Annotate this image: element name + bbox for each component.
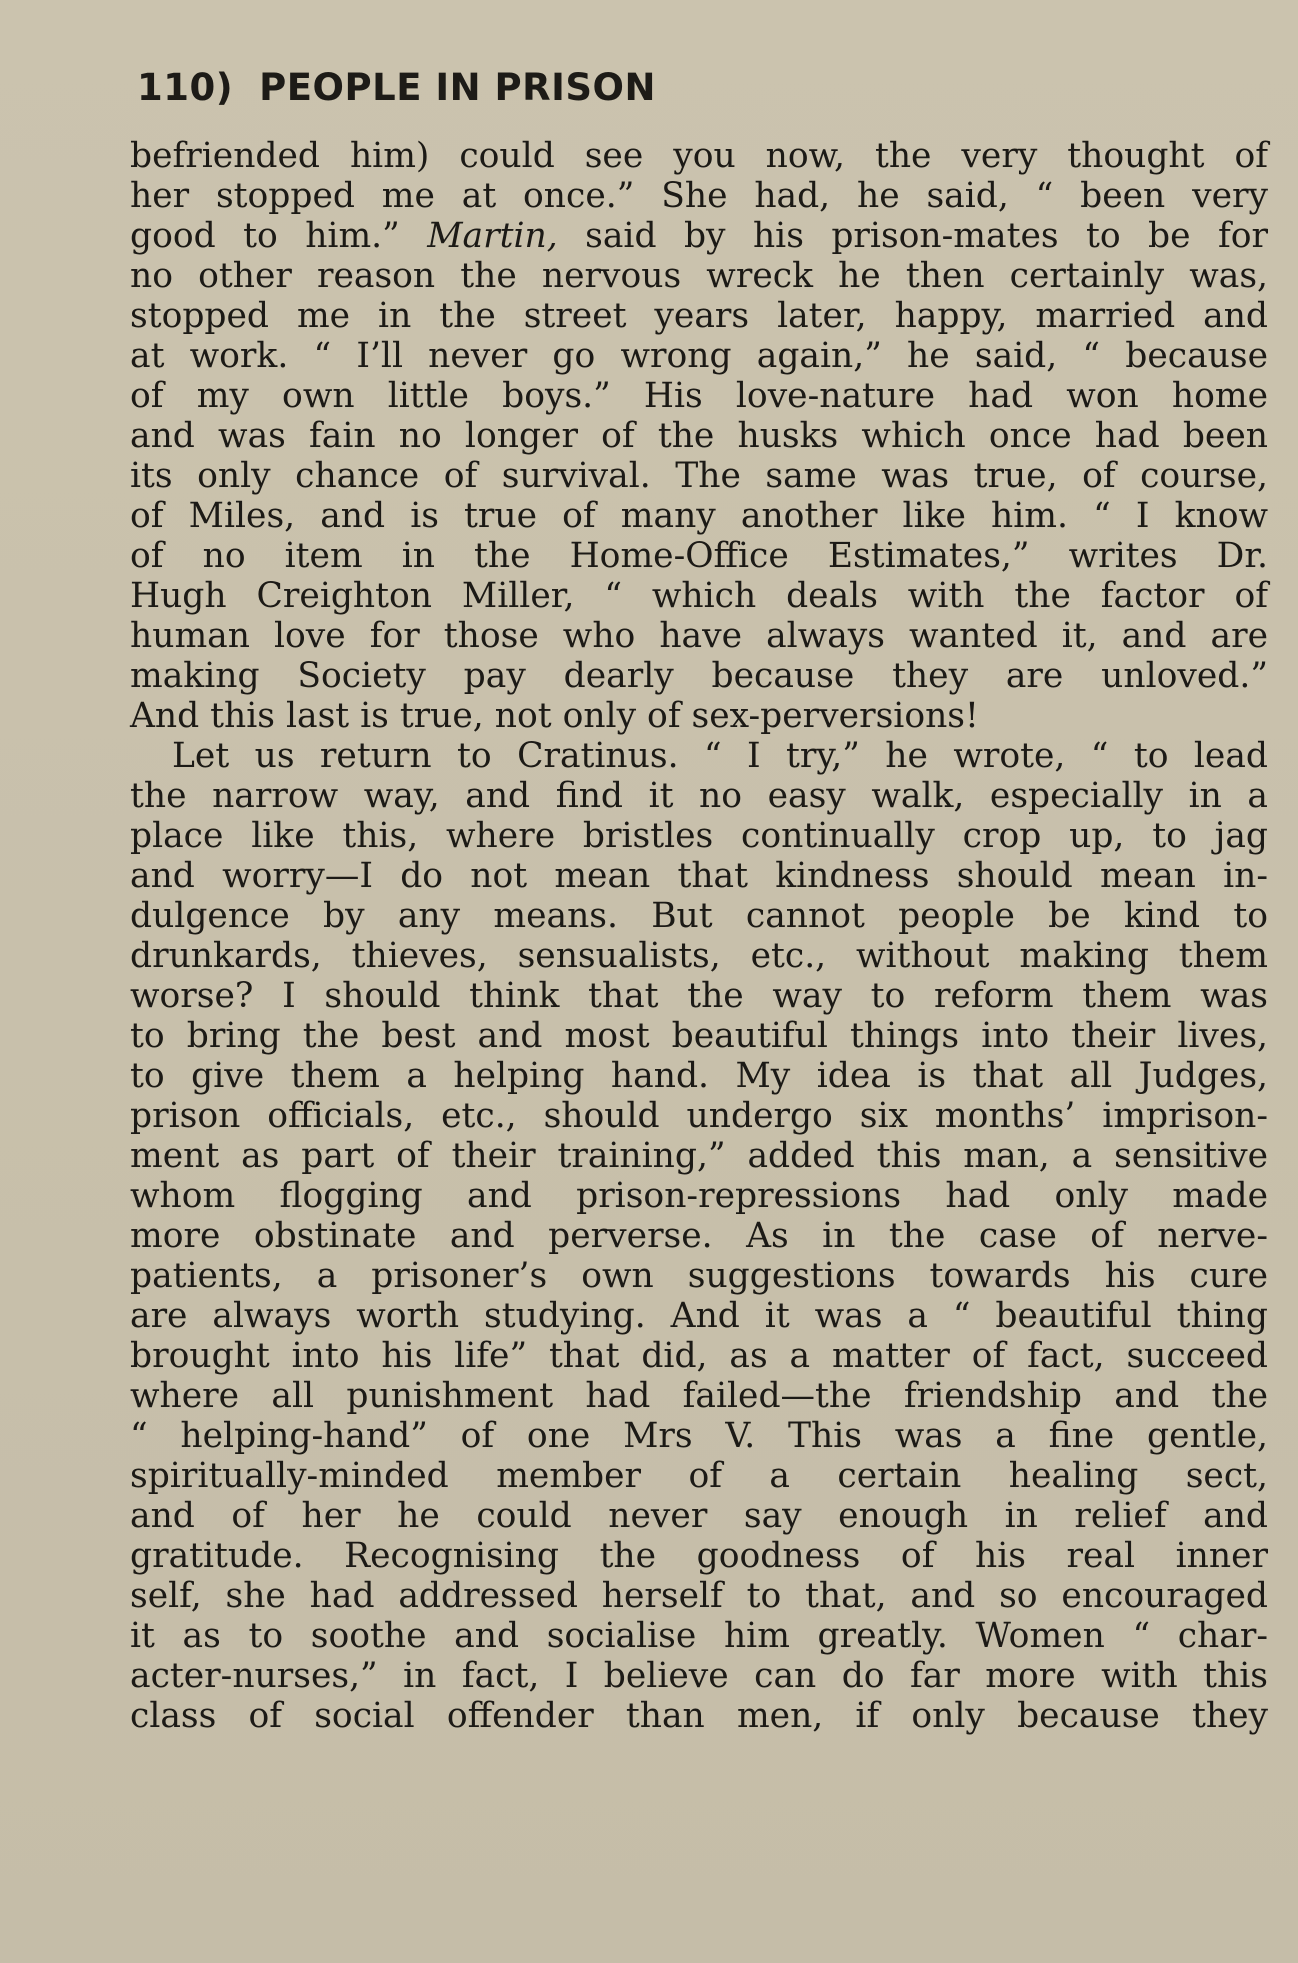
text-line: befriended him) could see you now, the very thought of (130, 136, 1268, 176)
text-line: class of social offender than men, if only because they (130, 1696, 1268, 1736)
text-line: making Society pay dearly because they are unloved.” (130, 656, 1268, 696)
text-line: patients, a prisoner’s own suggestions towards his cure (130, 1256, 1268, 1296)
text-line: Hugh Creighton Miller, “ which deals with the factor of (130, 576, 1268, 616)
text-line: place like this, where bristles continually crop up, to jag (130, 816, 1268, 856)
text-line: And this last is true, not only of sex-perversions! (130, 696, 979, 736)
text-line: prison officials, etc., should undergo six months’ imprison- (130, 1096, 1268, 1136)
italic-name: Martin, (427, 216, 558, 256)
text-line: the narrow way, and find it no easy walk, especially in a (130, 776, 1268, 816)
text-line: to give them a helping hand. My idea is that all Judges, (130, 1056, 1268, 1096)
text-line: her stopped me at once.” She had, he said, “ been very (130, 176, 1268, 216)
text-line: worse? I should think that the way to reform them was (130, 976, 1268, 1016)
text-line: and of her he could never say enough in relief and (130, 1496, 1268, 1536)
text-line: and worry—I do not mean that kindness should mean in- (130, 856, 1268, 896)
text-line: brought into his life” that did, as a matter of fact, succeed (130, 1336, 1268, 1376)
text-line: whom flogging and prison-repressions had only made (130, 1176, 1268, 1216)
text-line: of no item in the Home-Office Estimates,” writes Dr. (130, 536, 1268, 576)
text-line: of Miles, and is true of many another like him. “ I know (130, 496, 1268, 536)
text-line: drunkards, thieves, sensualists, etc., without making them (130, 936, 1268, 976)
text-line: it as to soothe and socialise him greatly. Women “ char- (130, 1616, 1268, 1656)
text-line: at work. “ I’ll never go wrong again,” he said, “ because (130, 336, 1268, 376)
text-line: and was fain no longer of the husks which once had been (130, 416, 1268, 456)
text-line: ment as part of their training,” added this man, a sensitive (130, 1136, 1268, 1176)
text-line: to bring the best and most beautiful things into their lives, (130, 1016, 1268, 1056)
text-line: more obstinate and perverse. As in the case of nerve- (130, 1216, 1268, 1256)
text-line (130, 216, 1268, 256)
text-line: human love for those who have always wanted it, and are (130, 616, 1268, 656)
text-line: stopped me in the street years later, happy, married and (130, 296, 1268, 336)
text-line: acter-nurses,” in fact, I believe can do far more with this (130, 1656, 1268, 1696)
text-fragment: said by his prison-mates to be for (585, 216, 1269, 256)
text-line: of my own little boys.” His love-nature had won home (130, 376, 1268, 416)
text-line: Let us return to Cratinus. “ I try,” he wrote, “ to lead (172, 736, 1268, 776)
text-line: where all punishment had failed—the friendship and the (130, 1376, 1268, 1416)
page-number: 110) (137, 66, 234, 109)
text-line: “ helping-hand” of one Mrs V. This was a fine gentle, (130, 1416, 1268, 1456)
text-line: gratitude. Recognising the goodness of his real inner (130, 1536, 1268, 1576)
text-line: spiritually-minded member of a certain healing sect, (130, 1456, 1268, 1496)
body-text (130, 136, 1268, 1736)
text-line: self, she had addressed herself to that, and so encouraged (130, 1576, 1268, 1616)
text-line: are always worth studying. And it was a “ beautiful thing (130, 1296, 1268, 1336)
running-head (137, 66, 656, 109)
text-line: dulgence by any means. But cannot people be kind to (130, 896, 1268, 936)
running-title: PEOPLE IN PRISON (259, 66, 656, 109)
text-fragment: good to him.” (130, 216, 400, 256)
text-line: its only chance of survival. The same was true, of course, (130, 456, 1268, 496)
text-line: no other reason the nervous wreck he then certainly was, (130, 256, 1268, 296)
